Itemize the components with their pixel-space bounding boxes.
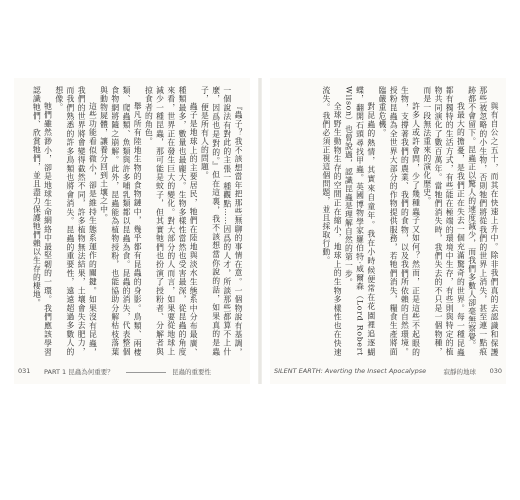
- paragraph: 對昆蟲的熱情，其實來自童年。我在小時候便常在花園裡追逐蝴蝶，翻開石頭尋找甲蟲。英國博物學家羅伯特·威爾森（Lord Robert Wilson）也曾說過，認識昆蟲是理解自然的第一步。: [344, 86, 376, 356]
- left-page-footer: [14, 365, 250, 379]
- paragraph: 蟲子是地球上的主要居民，牠們在陸地與淡水生態系中分布最廣、種類最多，數量也最龐大。生物多樣性當然也受害最深，從昆蟲的角度來看，世界正在發生巨大的變化。對大部分的人而言，如果要從地球上減少一種昆蟲，那可能是蚊子，但其實牠們也扮演了授粉者、分解者與掠食者的角色。: [144, 86, 199, 356]
- running-head-part: PART 1 昆蟲為何重要？: [44, 368, 114, 376]
- paragraph: 我最大的擔憂，是我們正在失去一個充滿驚奇的世界。每一種昆蟲都有獨特的生活方式，有些能在極端的環境中生存，有些則與特定的植物共同演化了數百萬年。當牠們消失時，我們失去的不只是一個物種，而是一段無法重來的演化歷史。: [422, 86, 466, 356]
- page-number: 031: [18, 367, 31, 375]
- paragraph: 舉凡所有陸地生物的食物鏈中，幾乎都有昆蟲的身影。鳥類、兩棲類、爬蟲類、魚類與許多哺乳類都以昆蟲為食。昆蟲的消失，代表整個食物網將隨之崩解。此外，昆蟲能為植物授粉，也能協助分解枯枝落葉與動物屍體，讓養分回到土壤之中。: [99, 86, 143, 356]
- running-head-chapter: 寂靜的地球: [443, 368, 476, 376]
- right-page-body: [276, 86, 500, 356]
- paragraph: 牠們雖然渺小，卻是地球生命網絡中最堅韌的一環。我們應該學習認識牠們、欣賞牠們，並且盡力保護牠們賴以生存的棲地。: [32, 86, 53, 356]
- paragraph: 這些功能看似微小，卻是維持生態系運作的關鍵。如果沒有昆蟲，我們的世界將會變得截然不同，許多植物無法結果，土壤會失去肥力，而我們熟悉的許多鳥類也將會消失。昆蟲的重要性，遠遠超過多數人的想像。: [54, 86, 98, 356]
- page-number: 030: [489, 367, 502, 375]
- book-gutter: [258, 78, 262, 384]
- paragraph: 『蟲子？我不該想當年把那些無聊的事情在意。一個物說有基調，一個說法有對此的主張一種觀點……因爲的人才，所談那些都算不上什麼，因爲也是對的。』但在這裏，我不該想當你說的話，如果真的是蟲子，便是所有人的問題。: [200, 86, 243, 356]
- paragraph: 全球野生動物生存的空間正在縮小，地球上的生物多樣性也在快速流失。我們必須正視這個問題，並且採取行動。: [321, 86, 343, 356]
- footer-divider: [126, 372, 166, 373]
- left-page: [14, 78, 250, 384]
- running-head-section: 昆蟲的重要性: [172, 368, 211, 376]
- right-page-footer: [270, 365, 506, 379]
- left-page-body: [20, 86, 244, 356]
- running-head-book-title: SILENT EARTH: Averting the Insect Apocalypse: [274, 367, 427, 375]
- paragraph: 與有自公之五十，而其在快速上升中。除非我們真的去認識和保護那些被忽略的小生物，否則牠們將從我們的世界上消失，甚至連一點痕跡都不會留下。昆蟲正以驚人的速度減少，而我們多數人卻毫無察覺。: [467, 86, 499, 356]
- right-page: [270, 78, 506, 384]
- paragraph: 許多人或許會問，少了幾種蟲子又如何？然而，正是這些不起眼的生物，支撐著我們的農業、我們的食物，以及我們所依賴的自然環境。授粉昆蟲為全世界大部分的作物提供服務，若牠們消失，糧食生產將面臨嚴重危機。: [377, 86, 421, 356]
